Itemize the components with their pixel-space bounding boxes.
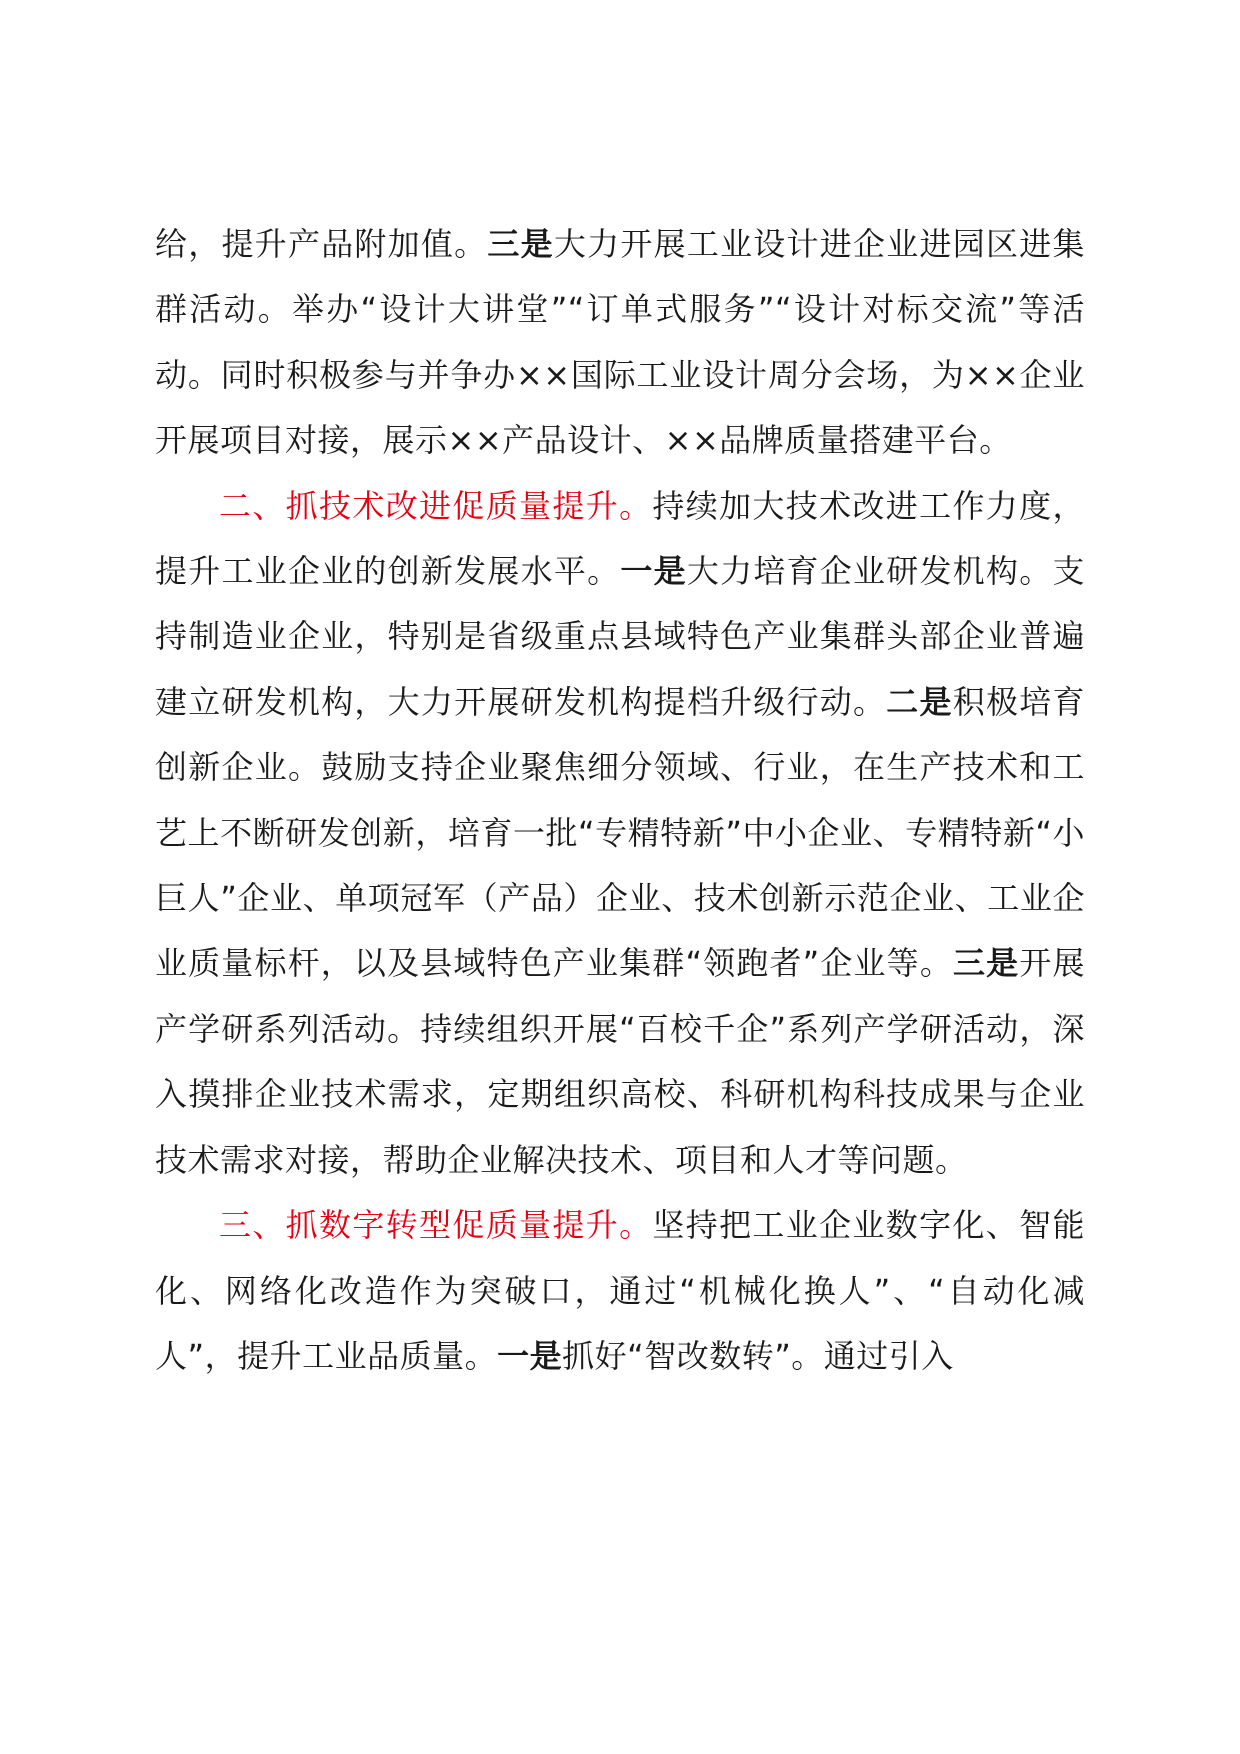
- text-run: 坚持把工业企业数字化、智能化、网络化改造作为突破口，通过“机械化换人”、“自动化减人”，提升工业品质量。: [155, 1206, 1085, 1375]
- text-run: 大力开展工业设计进企业进园区进集群活动。举办“设计大讲堂”“订单式服务”“设计对标交流”等活动。同时积极参与并争办××国际工业设计周分会场，为××企业开展项目对接，展示××产品设计、××品牌质量搭建平台。: [155, 225, 1085, 460]
- text-run: 积极培育创新企业。鼓励支持企业聚焦细分领域、行业，在生产技术和工艺上不断研发创新，培育一批“专精特新”中小企业、专精特新“小巨人”企业、单项冠军（产品）企业、技术创新示范企业、工业企业质量标杆，以及县域特色产业集群“领跑者”企业等。: [155, 682, 1085, 983]
- emphasis-yi-shi: 一是: [497, 1336, 563, 1375]
- text-run: 开展产学研系列活动。持续组织开展“百校千企”系列产学研活动，深入摸排企业技术需求，定期组织高校、科研机构科技成果与企业技术需求对接，帮助企业解决技术、项目和人才等问题。: [155, 944, 1085, 1179]
- section-heading-digital: 三、抓数字转型促质量提升。: [219, 1206, 653, 1245]
- paragraph-3-digital: [155, 1193, 1085, 1389]
- emphasis-er-shi: 二是: [886, 682, 953, 721]
- section-heading-technology: 二、抓技术改进促质量提升。: [219, 486, 653, 525]
- emphasis-san-shi: 三是: [487, 225, 554, 263]
- text-run: 抓好“智改数转”。通过引入: [562, 1336, 954, 1375]
- text-run: 给，提升产品附加值。: [155, 225, 488, 263]
- document-page: [155, 212, 1085, 1389]
- emphasis-yi-shi: 一是: [620, 552, 687, 591]
- paragraph-2-technology: [155, 474, 1085, 1193]
- text-run: 持续加大技术改进工作力度，提升工业企业的创新发展水平。: [155, 486, 1085, 591]
- emphasis-san-shi: 三是: [953, 944, 1020, 983]
- text-run: 大力培育企业研发机构。支持制造业企业，特别是省级重点县域特色产业集群头部企业普遍建立研发机构，大力开展研发机构提档升级行动。: [155, 552, 1085, 721]
- paragraph-1-continuation: [155, 212, 1085, 474]
